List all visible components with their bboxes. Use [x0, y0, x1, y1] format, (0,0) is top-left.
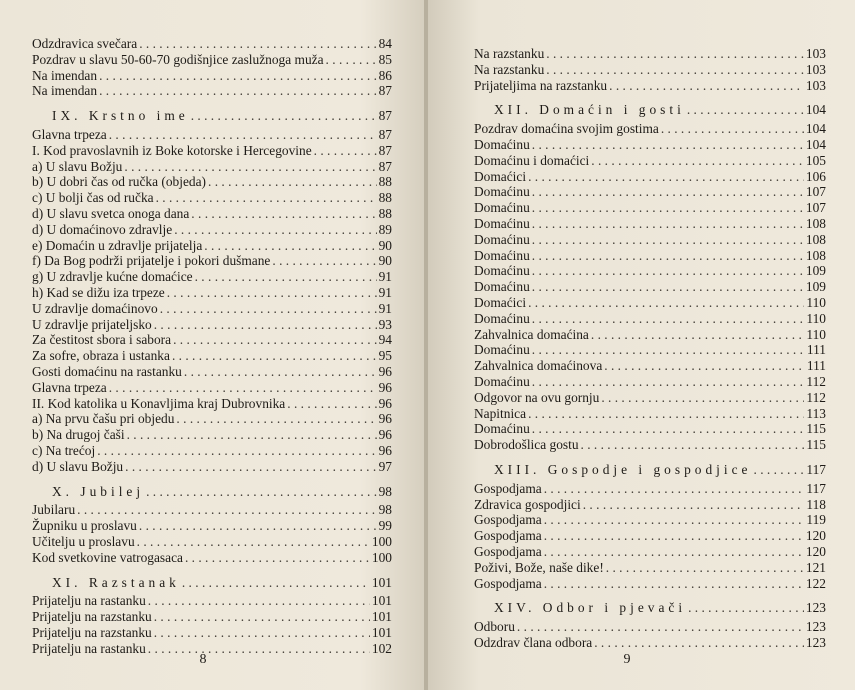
toc-entry-page: 94: [378, 332, 392, 348]
toc-entry: [32, 68, 392, 84]
dot-leader: [532, 137, 804, 153]
toc-entry: [32, 143, 392, 159]
dot-leader: [544, 544, 804, 560]
toc-entry-title: b) U dobri čas od ručka (objeda): [32, 174, 207, 190]
toc-entry-page: 87: [378, 126, 392, 142]
toc-entry-title: Domaćici: [474, 168, 527, 184]
dot-leader: [528, 169, 804, 185]
dot-leader: [661, 121, 804, 137]
toc-entry: [474, 311, 826, 327]
toc-section-heading: [32, 108, 392, 124]
toc-entry-title: Domaćinu: [474, 373, 530, 389]
dot-leader: [172, 348, 377, 364]
toc-entry: [32, 222, 392, 238]
toc-entry-title: XII. Domaćin i gosti: [494, 102, 685, 118]
toc-entry: [32, 190, 392, 206]
toc-entry: [32, 206, 392, 222]
toc-entry-page: 108: [805, 215, 826, 231]
toc-entry: [32, 364, 392, 380]
dot-leader: [195, 269, 377, 285]
dot-leader: [532, 232, 804, 248]
toc-entry-title: c) U bolji čas od ručka: [32, 190, 154, 206]
toc-entry: [32, 269, 392, 285]
toc-entry-title: Za sofre, obraza i ustanka: [32, 348, 170, 364]
toc-entry: [474, 512, 826, 528]
dot-leader: [99, 83, 377, 99]
dot-leader: [154, 317, 377, 333]
toc-entry-page: 117: [806, 461, 826, 477]
dot-leader: [532, 421, 805, 437]
toc-entry-page: 91: [378, 300, 392, 316]
left-page: [0, 0, 424, 690]
toc-entry-page: 87: [378, 142, 392, 158]
toc-entry-page: 101: [371, 624, 392, 640]
toc-entry: [32, 159, 392, 175]
toc-entry-title: XIV. Odbor i pjevači: [494, 600, 687, 616]
dot-leader: [544, 576, 804, 592]
toc-entry-title: Na razstanku: [474, 61, 545, 77]
dot-leader: [532, 184, 804, 200]
dot-leader: [754, 462, 805, 478]
toc-entry: [32, 396, 392, 412]
toc-entry-page: 106: [805, 168, 826, 184]
toc-entry: [32, 534, 392, 550]
toc-entry-title: Gospodjama: [474, 543, 542, 559]
toc-entry: [474, 216, 826, 232]
toc-entry-title: Zahvalnica domaćina: [474, 326, 589, 342]
dot-leader: [314, 143, 377, 159]
toc-entry-title: b) Na drugoj čaši: [32, 427, 125, 443]
toc-entry-title: d) U slavu svetca onoga dana: [32, 205, 190, 221]
dot-leader: [97, 443, 376, 459]
toc-entry-page: 87: [378, 158, 392, 174]
toc-entry-page: 96: [378, 411, 392, 427]
dot-leader: [532, 216, 804, 232]
toc-entry-title: I. Kod pravoslavnih iz Boke kotorske i Hercegovine: [32, 142, 312, 158]
toc-section-heading: [474, 102, 826, 118]
dot-leader: [528, 295, 804, 311]
toc-entry: [474, 78, 826, 94]
dot-leader: [287, 396, 376, 412]
toc-entry-page: 120: [805, 543, 826, 559]
toc-entry-page: 98: [378, 483, 392, 499]
toc-entry: [474, 153, 826, 169]
toc-entry: [474, 544, 826, 560]
toc-entry-page: 105: [805, 152, 826, 168]
toc-entry-title: Gospodjama: [474, 512, 542, 528]
toc-entry: [32, 411, 392, 427]
dot-leader: [688, 600, 804, 616]
toc-entry-page: 87: [378, 108, 392, 124]
toc-entry-title: a) U slavu Božju: [32, 158, 123, 174]
toc-entry-page: 85: [378, 51, 392, 67]
dot-leader: [606, 560, 804, 576]
toc-entry-page: 104: [805, 136, 826, 152]
toc-entry-page: 109: [805, 279, 826, 295]
toc-entry-title: Prijatelju na rastanku: [32, 593, 146, 609]
toc-entry: [474, 576, 826, 592]
toc-entry: [474, 46, 826, 62]
dot-leader: [591, 327, 805, 343]
dot-leader: [208, 174, 377, 190]
toc-entry-page: 110: [806, 310, 826, 326]
toc-entry-title: Pozdrav u slavu 50-60-70 godišnjice zaslužnoga muža: [32, 51, 324, 67]
toc-entry-page: 104: [805, 121, 826, 137]
toc-entry-title: Gospodjama: [474, 528, 542, 544]
toc-entry-title: Dobrodošlica gostu: [474, 437, 579, 453]
toc-entry-title: Prijatelju na razstanku: [32, 609, 152, 625]
toc-entry-page: 96: [378, 363, 392, 379]
toc-entry: [474, 169, 826, 185]
toc-entry: [474, 635, 826, 651]
toc-entry: [32, 253, 392, 269]
toc-entry-title: Prijatelju na razstanku: [32, 624, 152, 640]
toc-entry: [32, 36, 392, 52]
toc-entry-title: Domaćinu: [474, 421, 530, 437]
dot-leader: [609, 78, 804, 94]
toc-entry-title: Odzdravica svečara: [32, 36, 138, 51]
toc-entry-title: d) U slavu Božju: [32, 458, 124, 474]
toc-entry-page: 91: [378, 269, 392, 285]
toc-entry-title: Na razstanku: [474, 46, 545, 61]
toc-entry-title: Domaćinu: [474, 215, 530, 231]
toc-entry-title: d) U domaćinovo zdravlje: [32, 221, 173, 237]
toc-entry-page: 108: [805, 247, 826, 263]
dot-leader: [160, 301, 377, 317]
dot-leader: [184, 364, 377, 380]
toc-entry-title: Odzdrav člana odbora: [474, 634, 593, 650]
toc-entry-title: Napitnica: [474, 405, 527, 421]
dot-leader: [591, 153, 804, 169]
toc-entry-page: 100: [371, 533, 392, 549]
toc-entry: [32, 83, 392, 99]
toc-entry-title: Domaćinu: [474, 247, 530, 263]
toc-entry-page: 119: [806, 512, 826, 528]
dot-leader: [146, 484, 377, 500]
dot-leader: [154, 609, 370, 625]
toc-entry-title: Župniku u proslavu: [32, 518, 137, 534]
toc-entry: [32, 593, 392, 609]
toc-entry-title: Zdravica gospodjici: [474, 496, 581, 512]
dot-leader: [544, 481, 805, 497]
dot-leader: [604, 358, 805, 374]
toc-entry-title: Zahvalnica domaćinova: [474, 358, 603, 374]
toc-entry-title: Prijateljima na razstanku: [474, 77, 608, 93]
toc-entry-page: 88: [378, 190, 392, 206]
toc-entry-page: 96: [378, 442, 392, 458]
toc-entry: [32, 52, 392, 68]
toc-entry-page: 115: [806, 421, 826, 437]
toc-entry-page: 90: [378, 253, 392, 269]
toc-entry: [474, 232, 826, 248]
toc-entry-title: Kod svetkovine vatrogasaca: [32, 549, 183, 565]
dot-leader: [326, 52, 377, 68]
toc-entry-title: U zdravlje prijateljsko: [32, 316, 152, 332]
dot-leader: [546, 62, 804, 78]
toc-entry-page: 112: [806, 389, 826, 405]
toc-entry-title: Gospodjama: [474, 575, 542, 591]
toc-entry: [474, 121, 826, 137]
toc-entry-title: Domaćinu: [474, 342, 530, 358]
toc-entry: [32, 518, 392, 534]
toc-entry-page: 103: [805, 77, 826, 93]
toc-entry-title: Jubilaru: [32, 502, 76, 518]
toc-entry-title: Domaćinu i domaćici: [474, 152, 590, 168]
toc-entry-page: 121: [805, 559, 826, 575]
toc-entry: [474, 248, 826, 264]
toc-entry: [474, 295, 826, 311]
dot-leader: [544, 528, 804, 544]
toc-entry-page: 103: [805, 46, 826, 61]
right-page-number: 9: [623, 652, 631, 667]
toc-entry-title: Domaćinu: [474, 310, 530, 326]
toc-entry-page: 101: [371, 593, 392, 609]
toc-entry: [474, 481, 826, 497]
dot-leader: [581, 437, 805, 453]
dot-leader: [544, 512, 805, 528]
toc-entry-page: 87: [378, 83, 392, 99]
dot-leader: [124, 159, 376, 175]
toc-entry-title: e) Domaćin u zdravlje prijatelja: [32, 237, 203, 253]
toc-entry: [474, 619, 826, 635]
toc-entry-page: 86: [378, 67, 392, 83]
toc-entry: [32, 380, 392, 396]
toc-entry: [474, 497, 826, 513]
toc-entry-page: 107: [805, 184, 826, 200]
toc-entry-title: U zdravlje domaćinovo: [32, 300, 158, 316]
toc-entry-page: 96: [378, 379, 392, 395]
dot-leader: [583, 497, 805, 513]
left-toc: [32, 36, 392, 656]
toc-entry: [474, 263, 826, 279]
toc-entry-title: XIII. Gospodje i gospodjice: [494, 461, 752, 477]
dot-leader: [167, 285, 377, 301]
toc-entry-page: 110: [806, 326, 826, 342]
dot-leader: [148, 593, 370, 609]
toc-section-heading: [32, 575, 392, 591]
toc-entry-page: 91: [378, 284, 392, 300]
dot-leader: [174, 222, 376, 238]
toc-entry-page: 100: [371, 549, 392, 565]
toc-entry-title: X. Jubilej: [52, 483, 145, 499]
toc-entry: [474, 421, 826, 437]
dot-leader: [173, 332, 377, 348]
toc-entry-page: 122: [805, 575, 826, 591]
toc-entry: [32, 443, 392, 459]
toc-entry-title: Na imendan: [32, 67, 98, 83]
toc-entry: [474, 374, 826, 390]
dot-leader: [139, 36, 376, 52]
toc-entry-page: 111: [806, 342, 826, 358]
dot-leader: [532, 200, 804, 216]
toc-entry-page: 88: [378, 205, 392, 221]
dot-leader: [532, 342, 805, 358]
dot-leader: [77, 502, 376, 518]
toc-entry-page: 102: [371, 640, 392, 656]
dot-leader: [185, 550, 370, 566]
toc-entry-page: 112: [806, 373, 826, 389]
toc-entry-title: f) Da Bog podrži prijatelje i pokori dušmane: [32, 253, 271, 269]
toc-entry-title: Glavna trpeza: [32, 126, 107, 142]
toc-entry-page: 123: [805, 619, 826, 635]
toc-entry-page: 115: [806, 437, 826, 453]
toc-entry-title: Domaćinu: [474, 231, 530, 247]
toc-entry: [474, 327, 826, 343]
dot-leader: [156, 190, 377, 206]
left-page-number: 8: [199, 652, 207, 667]
toc-entry-title: Poživi, Bože, naše dike!: [474, 559, 604, 575]
toc-entry-page: 95: [378, 348, 392, 364]
toc-entry-title: Glavna trpeza: [32, 379, 107, 395]
toc-entry-page: 84: [378, 36, 392, 51]
toc-entry: [32, 459, 392, 475]
toc-entry-page: 104: [805, 102, 826, 118]
toc-entry-page: 88: [378, 174, 392, 190]
toc-entry-title: a) Na prvu čašu pri objedu: [32, 411, 175, 427]
toc-entry-page: 117: [806, 480, 826, 496]
dot-leader: [137, 534, 370, 550]
toc-entry-page: 97: [378, 458, 392, 474]
toc-entry: [32, 317, 392, 333]
toc-entry: [32, 625, 392, 641]
toc-entry: [474, 390, 826, 406]
toc-entry-page: 99: [378, 518, 392, 534]
toc-entry: [474, 560, 826, 576]
toc-entry-page: 103: [805, 61, 826, 77]
toc-entry: [32, 238, 392, 254]
toc-entry: [474, 437, 826, 453]
dot-leader: [532, 374, 805, 390]
toc-entry: [32, 348, 392, 364]
toc-entry-title: Gospodjama: [474, 480, 542, 496]
toc-entry-title: Prijatelju na rastanku: [32, 640, 146, 656]
dot-leader: [125, 459, 376, 475]
dot-leader: [594, 635, 804, 651]
toc-entry: [32, 174, 392, 190]
toc-entry-title: Na imendan: [32, 83, 98, 99]
toc-entry-title: Domaćici: [474, 294, 527, 310]
toc-entry-page: 101: [371, 609, 392, 625]
toc-entry: [474, 342, 826, 358]
toc-entry-title: h) Kad se dižu iza trpeze: [32, 284, 165, 300]
toc-section-heading: [32, 484, 392, 500]
toc-entry-title: Pozdrav domaćina svojim gostima: [474, 121, 659, 137]
dot-leader: [532, 311, 805, 327]
toc-entry: [474, 358, 826, 374]
toc-entry: [32, 502, 392, 518]
toc-entry: [32, 127, 392, 143]
toc-entry: [32, 427, 392, 443]
dot-leader: [182, 575, 370, 591]
toc-entry-title: Domaćinu: [474, 263, 530, 279]
dot-leader: [191, 108, 377, 124]
toc-entry: [32, 301, 392, 317]
toc-entry: [474, 200, 826, 216]
toc-entry-title: Domaćinu: [474, 200, 530, 216]
toc-entry-page: 123: [805, 600, 826, 616]
dot-leader: [176, 411, 376, 427]
toc-entry: [32, 285, 392, 301]
toc-entry: [474, 137, 826, 153]
dot-leader: [601, 390, 804, 406]
toc-entry-page: 96: [378, 427, 392, 443]
toc-entry-page: 96: [378, 395, 392, 411]
toc-entry: [474, 62, 826, 78]
toc-entry-page: 98: [378, 502, 392, 518]
toc-entry: [32, 550, 392, 566]
toc-entry: [474, 406, 826, 422]
toc-entry-page: 107: [805, 200, 826, 216]
toc-entry-page: 89: [378, 221, 392, 237]
toc-entry: [474, 184, 826, 200]
dot-leader: [532, 263, 804, 279]
toc-entry-title: c) Na trećoj: [32, 442, 96, 458]
toc-entry-page: 123: [805, 634, 826, 650]
toc-section-heading: [474, 600, 826, 616]
toc-entry-page: 93: [378, 316, 392, 332]
toc-entry: [474, 279, 826, 295]
toc-entry-title: Domaćinu: [474, 136, 530, 152]
toc-entry-title: Učitelju u proslavu: [32, 533, 135, 549]
dot-leader: [532, 279, 804, 295]
dot-leader: [191, 206, 376, 222]
dot-leader: [154, 625, 370, 641]
toc-entry-page: 101: [371, 574, 392, 590]
dot-leader: [546, 46, 804, 62]
toc-entry-title: XI. Razstanak: [52, 574, 180, 590]
toc-entry-title: Domaćinu: [474, 184, 530, 200]
toc-entry-title: g) U zdravlje kućne domaćice: [32, 269, 193, 285]
dot-leader: [528, 406, 804, 422]
dot-leader: [99, 68, 377, 84]
right-toc: [474, 46, 826, 651]
toc-entry: [474, 528, 826, 544]
toc-entry-page: 90: [378, 237, 392, 253]
toc-section-heading: [474, 462, 826, 478]
toc-entry-title: IX. Krstno ime: [52, 108, 189, 124]
dot-leader: [687, 102, 804, 118]
toc-entry-title: Za čestitost sbora i sabora: [32, 332, 172, 348]
toc-entry-page: 120: [805, 528, 826, 544]
right-page: [428, 0, 855, 690]
toc-entry-page: 113: [806, 405, 826, 421]
toc-entry-title: Odboru: [474, 619, 515, 635]
toc-entry-page: 108: [805, 231, 826, 247]
toc-entry-page: 118: [806, 496, 826, 512]
toc-entry-title: Domaćinu: [474, 279, 530, 295]
toc-entry-title: II. Kod katolika u Konavljima kraj Dubrovnika: [32, 395, 286, 411]
dot-leader: [204, 238, 376, 254]
dot-leader: [127, 427, 377, 443]
toc-entry-title: Gosti domaćinu na rastanku: [32, 363, 182, 379]
dot-leader: [109, 127, 377, 143]
toc-entry-page: 110: [806, 294, 826, 310]
dot-leader: [272, 253, 376, 269]
toc-entry-page: 111: [806, 358, 826, 374]
toc-entry-title: Odgovor na ovu gornju: [474, 389, 600, 405]
dot-leader: [139, 518, 377, 534]
toc-entry-page: 109: [805, 263, 826, 279]
toc-entry: [32, 609, 392, 625]
dot-leader: [517, 619, 804, 635]
dot-leader: [109, 380, 377, 396]
toc-entry: [32, 332, 392, 348]
dot-leader: [532, 248, 804, 264]
dot-leader: [148, 641, 370, 657]
